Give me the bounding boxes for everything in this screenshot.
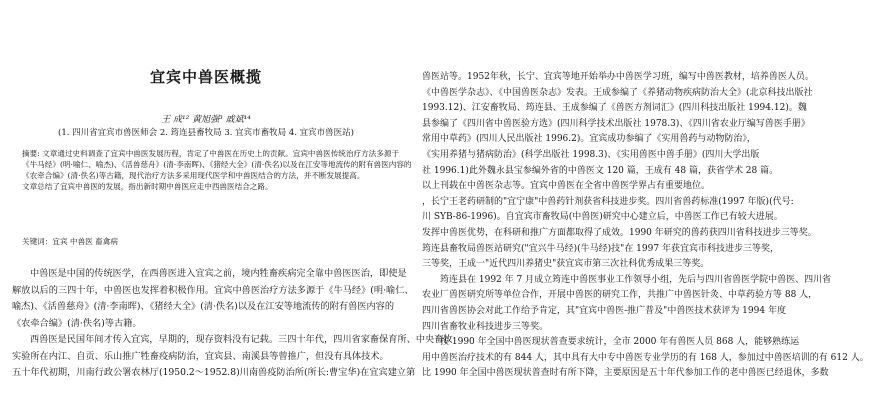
- body-line: 兽医站等。1952年秋，长宁、宜宾等地开始举办中兽医学习班，编写中兽医教材，培养兽医人员。: [422, 72, 814, 82]
- body-line: 中兽医是中国的传统医学，在西兽医进入宜宾之前，境内牲畜疾病完全靠中兽医医治，即使是: [30, 268, 407, 279]
- body-line: 四川省兽医协会对此工作给予肯定，其"宜宾中兽医-推广普及"中兽医技术获评为 1994 年度: [422, 305, 786, 316]
- body-line: 按 1990 年全国中兽医现状普查要求统计，全市 2000 年有兽医人员 868 人，能够熟练运: [440, 337, 800, 348]
- keywords: 关键词：宜宾 中兽医 畜禽病: [22, 237, 118, 246]
- abstract-line: 文章总结了宜宾中兽医的发展，指出新时期中兽医应走中西兽医结合之路。: [22, 182, 273, 191]
- body-line: 五十年代初期，川南行政公署农林厅(1950.2～1952.8)川南兽疫防治所(所长:曹宝华)在宜宾建立第: [12, 367, 416, 378]
- abstract-line: 《农牵合编》(清·佚名)等古籍，现代治疗方法多采用现代医学和中兽医结合的方法，并不断发展提高。: [22, 171, 365, 180]
- body-line: 筠连县在 1992 年 7 月成立筠连中兽医事业工作领导小组，先后与四川省兽医学院中兽医、四川省: [440, 274, 832, 285]
- left-body-text: [12, 266, 453, 382]
- abstract-line: 摘要: 文章通过史料调查了宜宾中兽医发展历程，肯定了中兽医在历史上的贡献。宜宾中兽医传统治疗方法多源于: [22, 149, 400, 158]
- body-line: 喻杰)、《活兽慈舟》(清·李南晖)、《猪经大全》(清·佚名)以及在江安等地流传的附有兽医内容的: [12, 301, 395, 312]
- left-column: [12, 0, 453, 400]
- body-line: 用中兽医治疗技术的有 844 人，其中具有大中专中兽医专业学历的有 168 人，参加过中兽医培训的有 612 人。: [422, 352, 869, 363]
- abstract-line: 《牛马经》(明·喻仁、喻杰)、《活兽慈舟》(清·李南晖)、《猪经大全》(清·佚名)以及在江安等地流传的附有兽医内容的: [22, 160, 412, 169]
- abstract: [22, 148, 412, 192]
- body-line: 筠连县畜牧局兽医站研究("宜兴牛马经)(牛马经)技"在 1997 年获宜宾市科技进步三等奖，: [422, 243, 779, 254]
- paper-title: 宜宾中兽医概揽: [149, 68, 262, 86]
- body-line: 1993.12)、江安畜牧局、筠连县、王成参编了《兽医方剂词汇》(四川科技出版社 1994.12)。魏: [422, 103, 807, 114]
- body-line: 社 1996.1)此外魏永县宝参编外省的中兽医文 120 篇，王成有 48 篇，获省学术 28 篇。: [422, 165, 779, 176]
- body-line: ，长宁王老药研制的"宜宁康"中兽药针剂获省科技进步奖。四川省兽药标准(1997 年版)(代号:: [422, 196, 794, 207]
- paper-affiliations: (1. 四川省宜宾市兽医师会 2. 筠连县畜牧局 3. 宜宾市畜牧局 4. 宜宾市兽医站): [58, 128, 354, 138]
- body-line: 三等奖，王成一"近代四川养猪史"获宜宾市第三次社科优秀成果三等奖。: [422, 259, 710, 270]
- paper-authors: 王 成¹² 黄旭强³ 戚斌¹⁴: [161, 115, 251, 125]
- body-line: 《实用养猪与猪病防治》(科学出版社 1998.3)、《实用兽医中兽手册》(四川大学出版: [422, 149, 760, 160]
- body-line: 县参编了《四川省中兽医验方选》(四川科学技术出版社 1978.3)、《四川省农业厅编写兽医手册》: [422, 118, 810, 129]
- body-line: 发挥中兽医优势，在科研和推广方面都取得了成效。1990 年研究的兽药获四川省科技进步三等奖。: [422, 227, 817, 238]
- body-line: 农业厂兽医研究所等单位合作，开展中兽医的研究工作，共推广中兽医针灸、中草药验方等 88 人，: [422, 290, 818, 301]
- right-column: [422, 0, 869, 400]
- body-line: 《农牵合编》(清·佚名)等古籍。: [12, 317, 142, 329]
- body-line: 四川省畜牧业科技进步三等奖。: [422, 321, 549, 332]
- body-line: 实验所在内江、自贡、乐山推广牲畜疫病防治，宜宾县、南溪县等曾推广，但没有具体技术。: [12, 350, 389, 362]
- body-line: 以上刊载在中兽医杂志等。宜宾中兽医在全省中兽医学界占有重要地位。: [422, 181, 711, 192]
- body-line: 川 SYB-86-1996)。自宜宾市畜牧局(中兽医)研究中心建立后，中兽医工作已有较大进展。: [422, 212, 783, 223]
- body-line: 西兽医是民国年间才传入宜宾，早期的，现存资料没有记载。三四十年代，四川省家畜保育所、中央畜牧: [30, 334, 453, 345]
- body-line: 《中兽医学杂志》、《中国兽医杂志》发表。王成参编了《养猪动物疾病防治大全》(北京科技出版社: [422, 87, 813, 98]
- body-line: 解放以后的三四十年，中兽医也发挥着积极作用。宜宾中兽医治疗方法多源于《牛马经》(明·喻仁、: [12, 284, 414, 296]
- body-line: 常用中草药》(四川人民出版社 1996.2)。宜宾成功参编了《实用兽药与动物防治》，: [422, 134, 756, 145]
- body-line: 比 1990 年全国中兽医现状普查时有所下降，主要原因是五十年代参加工作的老中兽医已经退休，多数: [422, 368, 829, 379]
- right-body-text: [422, 70, 869, 382]
